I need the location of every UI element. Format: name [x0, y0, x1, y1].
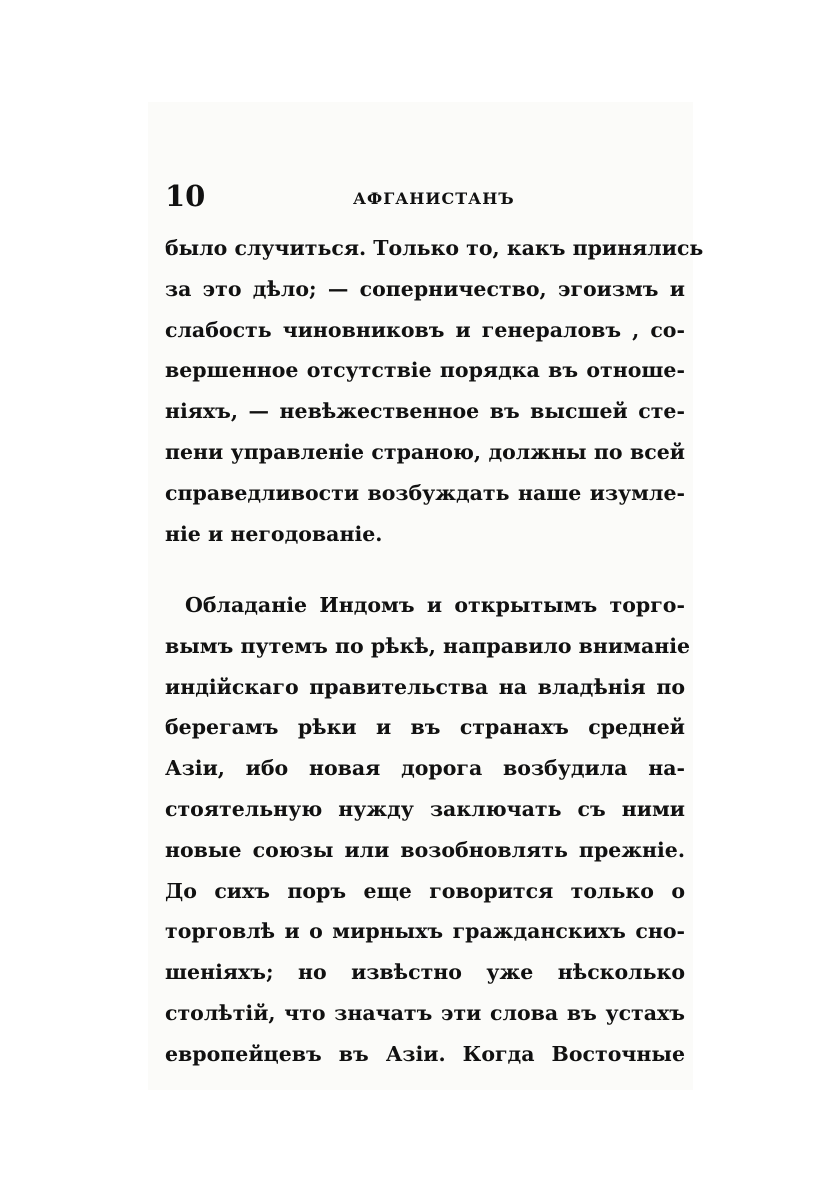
paragraph-2 — [165, 585, 691, 1075]
page-number: 10 — [165, 179, 206, 213]
text-line: европейцевъ въ Азіи. Когда Восточные — [165, 1041, 685, 1066]
text-line: новые союзы или возобновлять прежніе. — [165, 837, 685, 862]
text-line: пени управленіе страною, должны по всей — [165, 439, 685, 464]
text-line: вершенное отсутствіе порядка въ отноше- — [165, 358, 685, 383]
text-line: слабость чиновниковъ и генераловъ , со- — [165, 317, 685, 342]
paragraph-1 — [165, 228, 704, 554]
text-line: за это дѣло; — соперничество, эгоизмъ и — [165, 276, 685, 301]
text-line: ніе и негодованіе. — [165, 521, 383, 546]
text-line: Обладаніе Индомъ и открытымъ торго- — [185, 593, 685, 617]
text-line: индійскаго правительства на владѣнія по — [165, 674, 685, 699]
text-line: стоятельную нужду заключать съ ними — [165, 796, 685, 821]
text-line: Азіи, ибо новая дорога возбудила на- — [165, 756, 685, 781]
text-line: вымъ путемъ по рѣкѣ, направило вниманіе — [165, 633, 691, 658]
page-header — [165, 178, 685, 218]
text-line: было случиться. Только то, какъ принялись — [165, 236, 704, 260]
text-line: берегамъ рѣки и въ странахъ средней — [165, 715, 685, 740]
text-line: справедливости возбуждать наше изумле- — [165, 480, 685, 505]
text-line: столѣтій, что значатъ эти слова въ устахъ — [165, 1000, 685, 1025]
text-line: шеніяхъ; но извѣстно уже нѣсколько — [165, 960, 685, 985]
text-line: До сихъ поръ еще говорится только о — [165, 878, 685, 903]
text-line: ніяхъ, — невѣжественное въ высшей сте- — [165, 399, 685, 424]
running-title: АФГАНИСТАНЪ — [353, 189, 515, 208]
text-line: торговлѣ и о мирныхъ гражданскихъ сно- — [165, 919, 685, 944]
